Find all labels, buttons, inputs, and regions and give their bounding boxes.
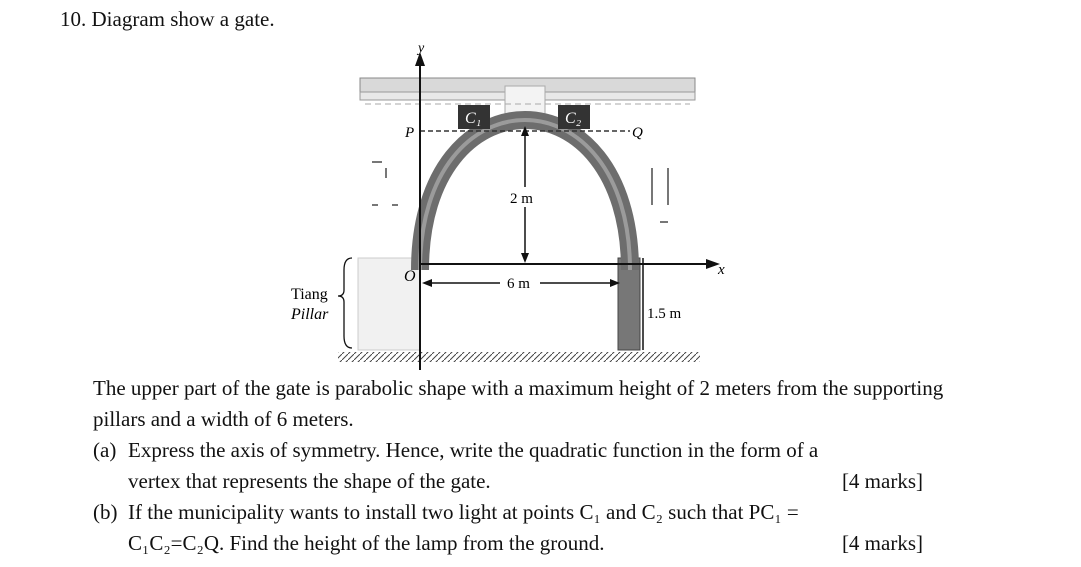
part-a-marks: [4 marks] <box>841 469 923 493</box>
question-description: The upper part of the gate is parabolic shape with a maximum height of 2 meters from the supporting pillars and a width of 6 meters. <box>93 376 944 431</box>
part-a-label: (a) <box>93 438 117 462</box>
width-label: 6 m <box>507 276 530 292</box>
lamp-c2-label: C₂ <box>565 110 582 127</box>
part-a-line1: Express the axis of symmetry. Hence, write the quadratic function in the form of a <box>128 438 819 462</box>
question-part-b <box>93 497 923 559</box>
part-b-marks: [4 marks] <box>841 531 923 555</box>
y-axis-label: y <box>418 41 425 56</box>
lamp-c2 <box>558 105 590 129</box>
height-label: 2 m <box>510 191 533 207</box>
x-axis-label: x <box>718 262 725 278</box>
point-p-label: P <box>405 125 415 141</box>
pillar-brace <box>338 258 352 348</box>
pillar-height-label: 1.5 m <box>647 306 682 322</box>
width-dimension <box>422 272 620 292</box>
ground-hatch <box>338 352 700 362</box>
pillar-label-malay: Tiang <box>291 286 328 303</box>
part-b-line1: If the municipality wants to install two light at points C₁ and C₂ such that PC₁ = <box>128 500 799 524</box>
origin-label: O <box>404 268 416 285</box>
question-title: 10. Diagram show a gate. <box>60 7 275 31</box>
lamp-c1 <box>458 105 490 129</box>
top-beam <box>360 78 695 116</box>
point-q-label: Q <box>632 125 643 141</box>
x-axis <box>420 259 720 269</box>
lamp-c1-label: C₁ <box>465 110 482 127</box>
part-b-line2: C₁C₂=C₂Q. Find the height of the lamp from the ground. <box>128 531 605 555</box>
question-part-a <box>93 435 923 497</box>
part-a-line2: vertex that represents the shape of the gate. <box>128 469 491 493</box>
height-dimension <box>507 126 543 263</box>
pillar-height-dimension <box>643 258 689 350</box>
pillar-label-english: Pillar <box>291 306 329 323</box>
part-b-label: (b) <box>93 500 118 524</box>
pillars <box>358 258 640 350</box>
